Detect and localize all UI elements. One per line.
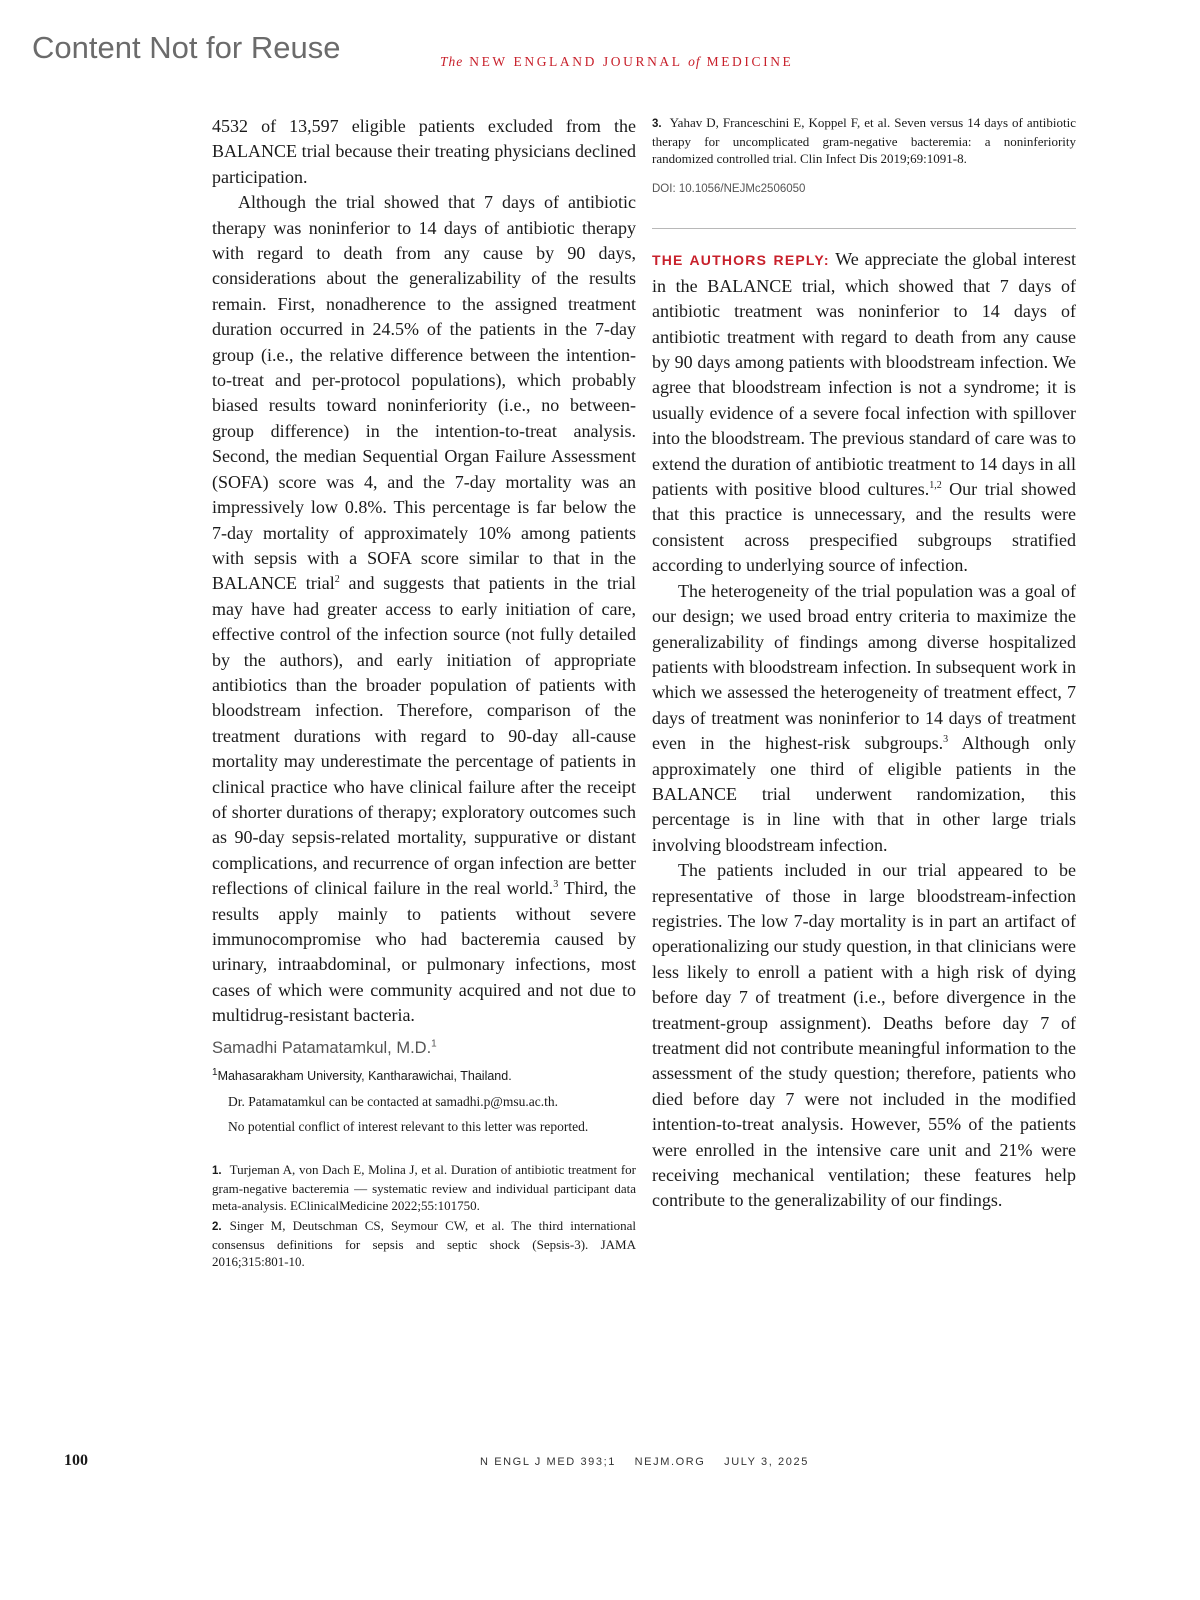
reply-heading: THE AUTHORS REPLY: xyxy=(652,252,830,269)
reply-paragraph-1 xyxy=(652,247,1076,578)
watermark: Content Not for Reuse xyxy=(32,30,341,65)
author-name: Samadhi Patamatamkul, M.D. xyxy=(212,1038,432,1057)
left-column xyxy=(212,114,636,1273)
reply-paragraph-2 xyxy=(652,579,1076,858)
journal-prefix: The xyxy=(440,54,464,69)
journal-header xyxy=(440,54,793,70)
author-signature xyxy=(212,1037,636,1059)
right-column xyxy=(652,114,1076,1214)
doi-link[interactable]: DOI: 10.1056/NEJMc2506050 xyxy=(652,183,806,195)
conflict-note: No potential conflict of interest relevant to this letter was reported. xyxy=(228,1118,589,1134)
reply-text-b: Our trial showed that this practice is unnecessary, and the results were consistent across prespecified subgroups stratified according to underlying source of infection. xyxy=(652,479,1076,576)
affiliation-sup: 1 xyxy=(212,1066,218,1078)
letter-paragraph-2 xyxy=(212,190,636,1028)
reference-text: Singer M, Deutschman CS, Seymour CW, et al. The third international consensus definitions for sepsis and septic shock (Sepsis-3). JAMA 2016;315:801-10. xyxy=(212,1217,636,1269)
citation-sup: 3 xyxy=(943,734,949,746)
letter-paragraph-1: 4532 of 13,597 eligible patients excluded from the BALANCE trial because their treating physicians declined participation. xyxy=(212,116,636,187)
reference-item xyxy=(212,1161,636,1214)
journal-of: of xyxy=(688,54,701,69)
citation-sup: 3 xyxy=(553,879,559,891)
author-sup: 1 xyxy=(431,1038,437,1050)
affiliation-text: Mahasarakham University, Kantharawichai, Thailand. xyxy=(217,1068,512,1083)
reference-text: Yahav D, Franceschini E, Koppel F, et al. Seven versus 14 days of antibiotic therapy for uncomplicated gram-negative bacteremia: a noninferiority randomized controlled trial. Clin Infect Dis 2019;69:1091-8. xyxy=(652,115,1076,166)
citation-sup: 1,2 xyxy=(929,480,942,492)
reference-number: 3. xyxy=(652,118,662,130)
reference-number: 2. xyxy=(212,1220,222,1233)
reply-text-a: The heterogeneity of the trial population was a goal of our design; we used broad entry criteria to maximize the generalizability of findings among diverse hospitalized patients with bloodstream infection. In subsequent work in which we assessed the heterogeneity of treatment effect, 7 days of treatment was noninferior to 14 days of treatment even in the highest-risk subgroups. xyxy=(652,580,1076,754)
letter-text-b: and suggests that patients in the trial may have had greater access to early initiation of care, effective control of the infection source (not fully detailed by the authors), and early initiation of appropriate antibiotics than the broader population of patients with bloodstream infection. Therefore, comparison of the treatment durations with regard to 90-day all-cause mortality may underestimate the percentage of patients in clinical practice who have clinical failure after the receipt of shorter durations of therapy; exploratory outcomes such as 90-day sepsis-related mortality, suppurative or distant complications, and recurrence of organ infection are better reflections of clinical failure in the real world. xyxy=(212,573,636,899)
reference-text: Turjeman A, von Dach E, Molina J, et al. Duration of antibiotic treatment for gram-negative bacteremia — systematic review and individual participant data meta-analysis. EClinicalMedicine 2022;55:101750. xyxy=(212,1161,636,1213)
section-divider xyxy=(652,228,1076,229)
reference-item xyxy=(212,1217,636,1270)
citation-sup: 2 xyxy=(334,574,340,586)
reply-text-a: We appreciate the global interest in the BALANCE trial, which showed that 7 days of antibiotic treatment was noninferior to 14 days of antibiotic treatment with regard to death from any cause by 90 days among patients with bloodstream infection. We agree that bloodstream infection is not a syndrome; it is usually evidence of a severe focal infection with spillover into the bloodstream. The previous standard of care was to extend the duration of antibiotic treatment to 14 days in all patients with positive blood cultures. xyxy=(652,249,1076,500)
reply-paragraph-3: The patients included in our trial appeared to be representative of those in large bloodstream-infection registries. The low 7-day mortality is in part an artifact of operationalizing our study question, in that clinicians were less likely to enroll a patient with a high risk of dying before day 7 of treatment (i.e., before divergence in the treatment-group assignment). Deaths before day 7 of treatment did not contribute meaningful information to the assessment of the study question; therefore, patients who died before day 7 were not included in the modified intention-to-treat analysis. However, 55% of the patients were enrolled in the intensive care unit and 21% were receiving mechanical ventilation; these features help contribute to the generalizability of our findings. xyxy=(652,860,1076,1211)
reference-list xyxy=(212,1161,636,1270)
journal-end: MEDICINE xyxy=(706,54,794,69)
author-affiliation xyxy=(212,1067,636,1085)
letter-text-a: Although the trial showed that 7 days of antibiotic therapy was noninferior to 14 days of antibiotic therapy with regard to death from any cause by 90 days, considerations about the generalizability of the results remain. First, nonadherence to the assigned treatment duration occurred in 24.5% of the patients in the 7-day group (i.e., the relative difference between the intention-to-treat and per-protocol populations), which probably biased results toward noninferiority (i.e., no between-group difference) in the intention-to-treat analysis. Second, the median Sequential Organ Failure Assessment (SOFA) score was 4, and the 7-day mortality was an impressively low 0.8%. This percentage is far below the 7-day mortality of approximately 10% among patients with sepsis with a SOFA score similar to that in the BALANCE trial xyxy=(212,192,636,594)
journal-main: NEW ENGLAND JOURNAL xyxy=(469,54,683,69)
contact-note: Dr. Patamatamkul can be contacted at samadhi.p@msu.ac.th. xyxy=(228,1093,558,1109)
letter-text-c: Third, the results apply mainly to patients without severe immunocompromise who had bacteremia caused by urinary, intraabdominal, or pulmonary infections, most cases of which were community acquired and not due to multidrug-resistant bacteria. xyxy=(212,878,637,1026)
reply-text-b: Although only approximately one third of eligible patients in the BALANCE trial underwent randomization, this percentage is in line with that in other large trials involving bloodstream infection. xyxy=(652,733,1077,855)
page-footer: N ENGL J MED 393;1 NEJM.ORG JULY 3, 2025 xyxy=(480,1456,809,1468)
reference-number: 1. xyxy=(212,1164,222,1177)
page-number: 100 xyxy=(64,1452,88,1469)
reference-item xyxy=(652,114,1076,167)
